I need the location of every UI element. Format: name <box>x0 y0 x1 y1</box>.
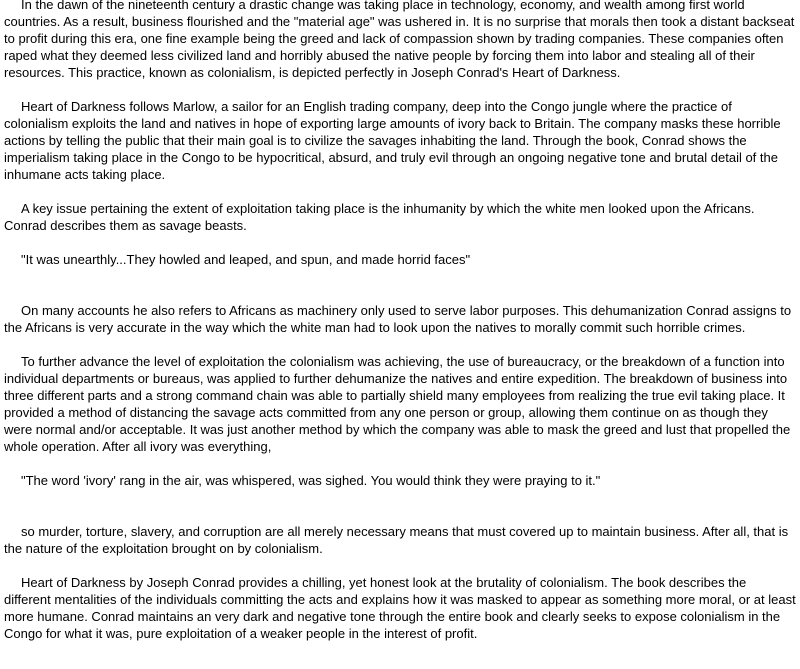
paragraph-spacer <box>4 455 796 472</box>
paragraph-machinery: On many accounts he also refers to Africans as machinery only used to serve labor purposes. This dehumanization Conrad assigns to the Africans is very accurate in the way which the white man had to look upon the natives to morally commit such horrible crimes. <box>4 303 792 335</box>
paragraph-spacer <box>4 557 796 574</box>
paragraph-bureaucracy: To further advance the level of exploitation the colonialism was achieving, the use of bureaucracy, or the breakdown of a function into individual departments or bureaus, was applied to further dehumanize the natives and entire expedition. The breakdown of business into three different parts and a strong command chain was able to partially shield many employees from realizing the true evil taking place. It provided a method of distancing the savage acts committed from any one person or group, allowing them continue on as though they were normal and/or acceptable. It was just another method by which the company was able to mask the greed and lust that propelled the whole operation. After all ivory was everything, <box>4 354 791 454</box>
paragraph-spacer <box>4 268 796 302</box>
quote-unearthly: "It was unearthly...They howled and leaped, and spun, and made horrid faces" <box>21 252 471 267</box>
paragraph-spacer <box>4 234 796 251</box>
paragraph-spacer <box>4 81 796 98</box>
paragraph-murder: so murder, torture, slavery, and corruption are all merely necessary means that must covered up to maintain business. After all, that is the nature of the exploitation brought on by colonialism. <box>4 524 789 556</box>
paragraph-spacer <box>4 183 796 200</box>
essay-document <box>4 0 796 642</box>
paragraph-intro: In the dawn of the nineteenth century a drastic change was taking place in technology, economy, and wealth among first world countries. As a result, business flourished and the "material age" was ushered in. It is no surprise that morals then took a distant backseat to profit during this era, one fine example being the greed and lack of compassion shown by trading companies. These companies often raped what they deemed less civilized land and horribly abused the native people by forcing them into labor and stealing all of their resources. This practice, known as colonialism, is depicted perfectly in Joseph Conrad's Heart of Darkness. <box>4 0 795 80</box>
paragraph-spacer <box>4 336 796 353</box>
paragraph-marlow: Heart of Darkness follows Marlow, a sailor for an English trading company, deep into the Congo jungle where the practice of colonialism exploits the land and natives in hope of exporting large amounts of ivory back to Britain. The company masks these horrible actions by telling the public that their main goal is to civilize the savages inhabiting the land. Through the book, Conrad shows the imperialism taking place in the Congo to be hypocritical, absurd, and truly evil through an ongoing negative tone and brutal detail of the inhumane acts taking place. <box>4 99 781 182</box>
paragraph-inhumanity: A key issue pertaining the extent of exploitation taking place is the inhumanity by which the white men looked upon the Africans. Conrad describes them as savage beasts. <box>4 201 755 233</box>
quote-ivory: "The word 'ivory' rang in the air, was whispered, was sighed. You would think they were praying to it." <box>21 473 601 488</box>
paragraph-conclusion: Heart of Darkness by Joseph Conrad provides a chilling, yet honest look at the brutality of colonialism. The book describes the different mentalities of the individuals committing the acts and explains how it was masked to appear as something more moral, or at least more humane. Conrad maintains an very dark and negative tone through the entire book and clearly seeks to expose colonialism in the Congo for what it was, pure exploitation of a weaker people in the interest of profit. <box>4 575 796 641</box>
paragraph-spacer <box>4 489 796 523</box>
